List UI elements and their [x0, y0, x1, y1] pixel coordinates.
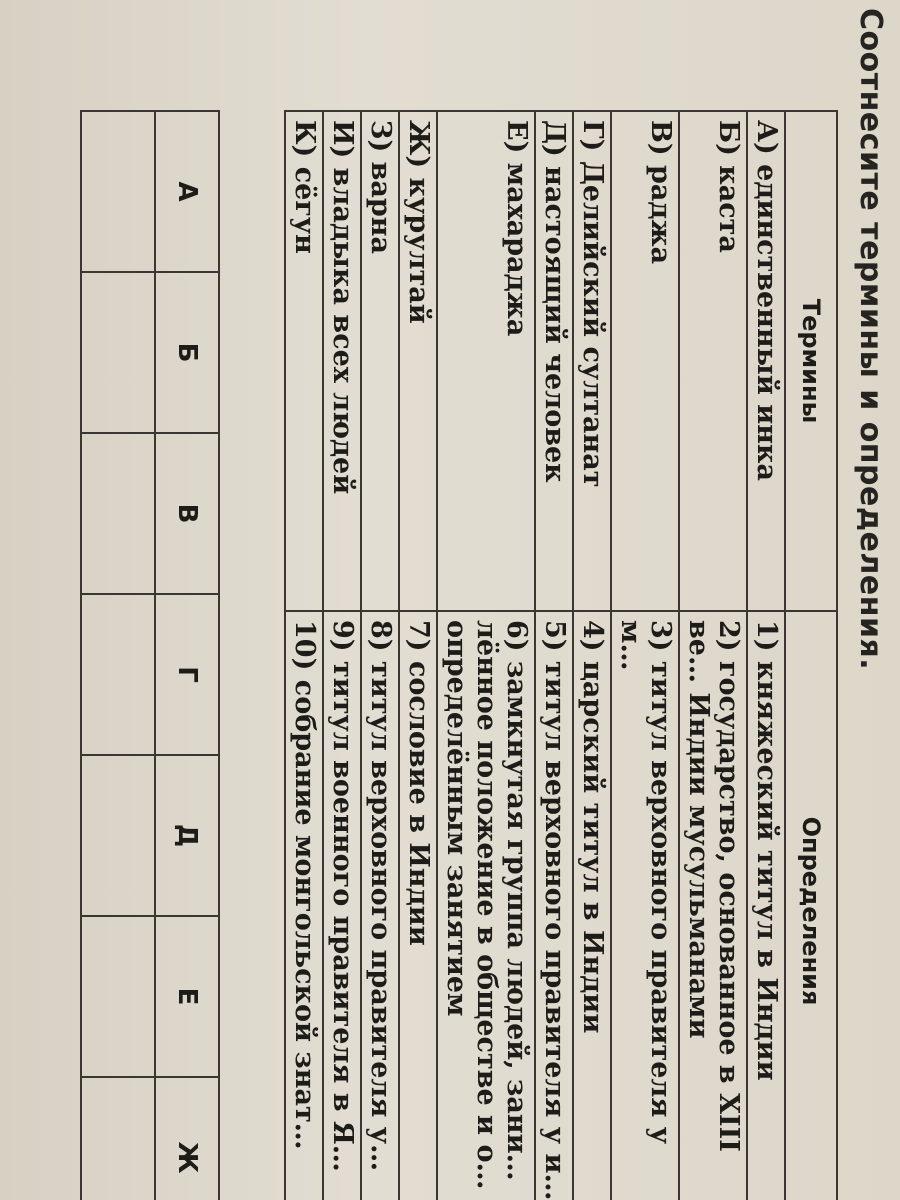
term-cell: К) сёгун — [285, 111, 323, 611]
table-row — [437, 111, 535, 1200]
table-row — [573, 111, 611, 1200]
answer-letter: Ж — [155, 1077, 219, 1200]
term-cell: Е) махараджа — [437, 111, 535, 611]
table-row — [399, 111, 437, 1200]
definition-cell: 9) титул военного правителя в Я… — [323, 611, 361, 1200]
term-cell: З) варна — [361, 111, 399, 611]
definition-cell: 1) княжеский титул в Индии — [747, 611, 785, 1200]
term-cell: Ж) курултай — [399, 111, 437, 611]
definition-cell: 8) титул верховного правителя у… — [361, 611, 399, 1200]
term-cell: Г) Делийский султанат — [573, 111, 611, 611]
table-row — [611, 111, 679, 1200]
definition-cell: 6) замкнутая группа людей, зани… лённое положение в обществе и о… определённым занятием — [437, 611, 535, 1200]
terms-table — [284, 110, 838, 1200]
answer-letter: А — [155, 111, 219, 272]
table-row — [535, 111, 573, 1200]
terms-column-header: Термины — [785, 111, 837, 611]
answer-letter: В — [155, 433, 219, 594]
answer-cell[interactable] — [81, 1077, 155, 1200]
task-heading: Соотнесите термины и определения. — [853, 8, 888, 671]
term-cell: В) раджа — [611, 111, 679, 611]
definition-cell: 3) титул верховного правителя у м… — [611, 611, 679, 1200]
definition-cell: 5) титул верховного правителя у и… — [535, 611, 573, 1200]
answer-letter: Д — [155, 755, 219, 916]
table-row — [285, 111, 323, 1200]
answer-cell[interactable] — [81, 111, 155, 272]
answer-cell[interactable] — [81, 433, 155, 594]
term-cell: А) единственный инка — [747, 111, 785, 611]
answer-letter: Б — [155, 272, 219, 433]
answer-blank-row — [81, 111, 155, 1200]
answer-cell[interactable] — [81, 916, 155, 1077]
definition-cell: 4) царский титул в Индии — [573, 611, 611, 1200]
term-cell: И) владыка всех людей — [323, 111, 361, 611]
answer-cell[interactable] — [81, 755, 155, 916]
table-row — [747, 111, 785, 1200]
term-cell: Б) каста — [679, 111, 747, 611]
answer-cell[interactable] — [81, 272, 155, 433]
answer-letter: Г — [155, 594, 219, 755]
answer-grid — [80, 110, 220, 1200]
definition-cell: 2) государство, основанное в XIII ве… Индии мусульманами — [679, 611, 747, 1200]
definition-cell: 7) сословие в Индии — [399, 611, 437, 1200]
answer-letter: Е — [155, 916, 219, 1077]
definitions-column-header: Определения — [785, 611, 837, 1200]
answer-letters-row — [155, 111, 219, 1200]
answer-cell[interactable] — [81, 594, 155, 755]
table-row — [323, 111, 361, 1200]
definition-cell: 10) собрание монгольской знат… — [285, 611, 323, 1200]
table-row — [361, 111, 399, 1200]
term-cell: Д) настоящий человек — [535, 111, 573, 611]
table-row — [679, 111, 747, 1200]
